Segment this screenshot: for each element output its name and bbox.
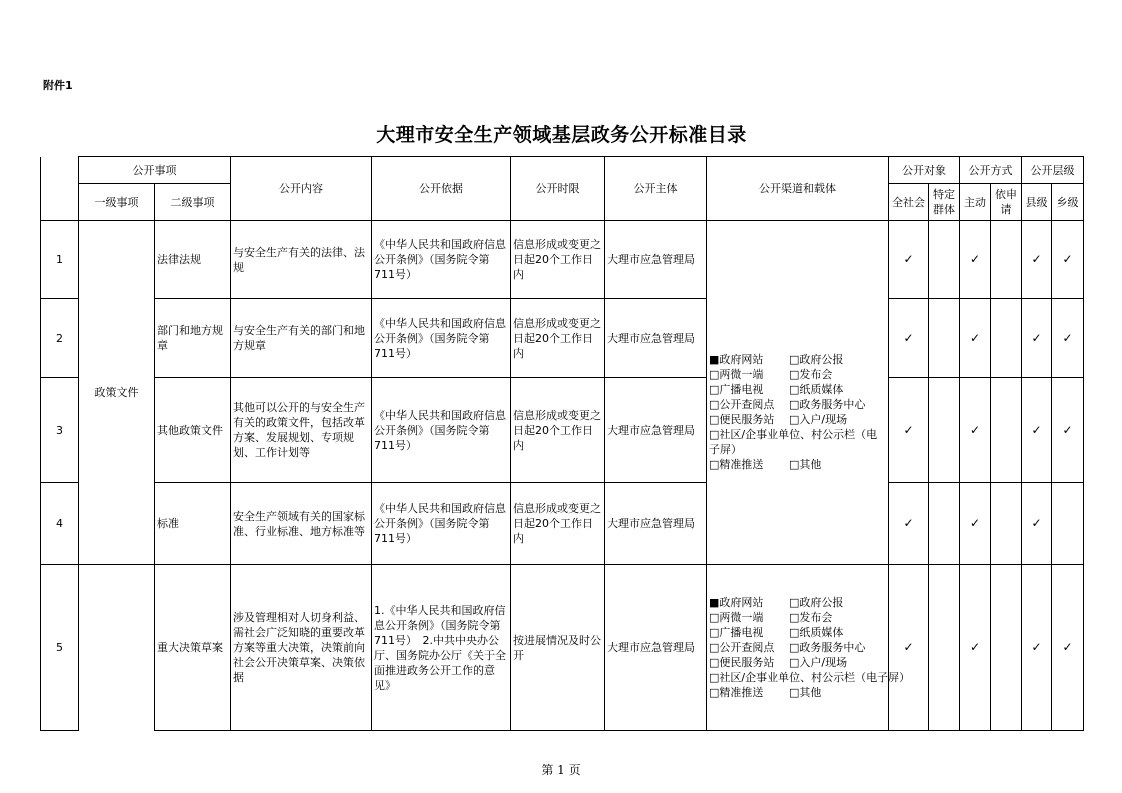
header-whole-society: 全社会 — [889, 184, 929, 221]
row-seq: 3 — [41, 378, 79, 483]
unchecked-box-icon: □ — [789, 397, 800, 411]
unchecked-box-icon: □ — [789, 596, 800, 609]
row-subject: 大理市应急管理局 — [605, 565, 707, 731]
row-content: 涉及管理相对人切身利益、需社会广泛知晓的重要改革方案等重大决策，决策前向社会公开决策草案、决策依据 — [231, 565, 372, 731]
attachment-label: 附件1 — [43, 79, 73, 92]
empty-cell — [929, 565, 960, 731]
table-row — [41, 565, 1084, 731]
unchecked-box-icon: □ — [789, 412, 800, 426]
channel-item: 便民服务站 — [719, 656, 775, 669]
header-specific-group: 特定群体 — [929, 184, 960, 221]
page-suffix: 页 — [568, 763, 581, 777]
table-row — [41, 221, 1084, 299]
unchecked-box-icon: □ — [789, 611, 800, 624]
header-basis: 公开依据 — [372, 157, 511, 221]
channel-item: 入户/现场 — [799, 656, 848, 669]
unchecked-box-icon: □ — [789, 656, 800, 669]
check-icon: ✓ — [1052, 221, 1084, 299]
unchecked-box-icon: □ — [709, 656, 720, 669]
row-time: 信息形成或变更之日起20个工作日内 — [511, 299, 605, 378]
row-level2: 法律法规 — [155, 221, 231, 299]
check-icon: ✓ — [960, 221, 991, 299]
category-continuation — [79, 565, 155, 731]
check-icon: ✓ — [960, 565, 991, 731]
row-content: 与安全生产有关的部门和地方规章 — [231, 299, 372, 378]
category-cell: 政策文件 — [79, 221, 155, 565]
check-icon: ✓ — [1052, 378, 1084, 483]
unchecked-box-icon: □ — [789, 686, 800, 699]
row-time: 信息形成或变更之日起20个工作日内 — [511, 221, 605, 299]
unchecked-box-icon: □ — [789, 367, 800, 381]
channel-item: 社区/企事业单位、村公示栏（电子屏） — [709, 427, 878, 456]
header-object: 公开对象 — [889, 157, 960, 184]
table-row — [41, 299, 1084, 378]
channel-item: 社区/企事业单位、村公示栏（电子屏） — [719, 671, 911, 684]
header-row-1 — [41, 157, 1084, 184]
unchecked-box-icon: □ — [709, 671, 720, 684]
channel-item: 广播电视 — [719, 626, 764, 639]
channel-item: 政府公报 — [799, 352, 844, 366]
check-icon: ✓ — [960, 299, 991, 378]
unchecked-box-icon: □ — [789, 382, 800, 396]
unchecked-box-icon: □ — [709, 382, 720, 396]
channel-item: 其他 — [799, 686, 822, 699]
row-content: 其他可以公开的与安全生产有关的政策文件，包括改革方案、发展规划、专项规划、工作计划等 — [231, 378, 372, 483]
page-value: 1 — [557, 763, 565, 777]
row-time: 信息形成或变更之日起20个工作日内 — [511, 483, 605, 565]
channel-item: 两微一端 — [719, 611, 764, 624]
channel-item: 纸质媒体 — [799, 626, 844, 639]
row-level2: 部门和地方规章 — [155, 299, 231, 378]
check-icon: ✓ — [889, 221, 929, 299]
header-level2: 二级事项 — [155, 184, 231, 221]
check-icon: ✓ — [1022, 299, 1052, 378]
row-subject: 大理市应急管理局 — [605, 299, 707, 378]
check-icon: ✓ — [1022, 378, 1052, 483]
check-icon: ✓ — [889, 565, 929, 731]
row-time: 按进展情况及时公开 — [511, 565, 605, 731]
unchecked-box-icon: □ — [709, 686, 720, 699]
empty-cell — [991, 565, 1022, 731]
unchecked-box-icon: □ — [709, 412, 720, 426]
header-on-request: 依申请 — [991, 184, 1022, 221]
channel-item: 公开查阅点 — [719, 397, 775, 411]
row-level2: 重大决策草案 — [155, 565, 231, 731]
channel-item: 政务服务中心 — [799, 397, 866, 411]
empty-cell — [929, 483, 960, 565]
row-seq: 1 — [41, 221, 79, 299]
check-icon: ✓ — [1022, 221, 1052, 299]
row-level2: 其他政策文件 — [155, 378, 231, 483]
unchecked-box-icon: □ — [789, 457, 800, 471]
check-icon: ✓ — [889, 483, 929, 565]
empty-cell — [929, 221, 960, 299]
check-icon: ✓ — [1022, 565, 1052, 731]
unchecked-box-icon: □ — [709, 641, 720, 654]
row-subject: 大理市应急管理局 — [605, 221, 707, 299]
empty-cell — [929, 299, 960, 378]
row-seq: 2 — [41, 299, 79, 378]
header-township: 乡级 — [1052, 184, 1084, 221]
row-basis: 《中华人民共和国政府信息公开条例》（国务院令第711号） — [372, 221, 511, 299]
header-level1: 一级事项 — [79, 184, 155, 221]
header-method: 公开方式 — [960, 157, 1022, 184]
channel-item: 政府网站 — [719, 596, 764, 609]
empty-cell — [991, 483, 1022, 565]
empty-cell — [1052, 483, 1084, 565]
row-level2: 标准 — [155, 483, 231, 565]
channel-item: 发布会 — [799, 367, 833, 381]
header-time-limit: 公开时限 — [511, 157, 605, 221]
unchecked-box-icon: □ — [709, 397, 720, 411]
header-channel: 公开渠道和载体 — [707, 157, 889, 221]
row-basis: 1.《中华人民共和国政府信息公开条例》（国务院令第711号） 2.中共中央办公厅、国务院办公厅《关于全面推进政务公开工作的意见》 — [372, 565, 511, 731]
row-seq: 5 — [41, 565, 79, 731]
header-content: 公开内容 — [231, 157, 372, 221]
unchecked-box-icon: □ — [789, 352, 800, 366]
check-icon: ✓ — [1052, 565, 1084, 731]
row-time: 信息形成或变更之日起20个工作日内 — [511, 378, 605, 483]
channel-item: 政务服务中心 — [799, 641, 866, 654]
row-seq: 4 — [41, 483, 79, 565]
channel-item: 广播电视 — [719, 382, 764, 396]
table-row — [41, 483, 1084, 565]
checked-box-icon: ■ — [709, 596, 720, 609]
check-icon: ✓ — [960, 483, 991, 565]
empty-cell — [929, 378, 960, 483]
channel-list — [707, 565, 911, 731]
check-icon: ✓ — [889, 299, 929, 378]
page-prefix: 第 — [541, 763, 554, 777]
row-basis: 《中华人民共和国政府信息公开条例》（国务院令第711号） — [372, 378, 511, 483]
unchecked-box-icon: □ — [709, 367, 720, 381]
channel-item: 便民服务站 — [719, 412, 775, 426]
header-county: 县级 — [1022, 184, 1052, 221]
row-basis: 《中华人民共和国政府信息公开条例》（国务院令第711号） — [372, 483, 511, 565]
checked-box-icon: ■ — [709, 352, 720, 366]
check-icon: ✓ — [1052, 299, 1084, 378]
channel-item: 入户/现场 — [799, 412, 848, 426]
channel-list — [707, 221, 889, 565]
channel-item: 纸质媒体 — [799, 382, 844, 396]
channel-item: 发布会 — [799, 611, 833, 624]
catalog-table — [40, 156, 1084, 731]
header-subject: 公开主体 — [605, 157, 707, 221]
channel-item: 精准推送 — [719, 686, 764, 699]
header-public-matters: 公开事项 — [79, 157, 231, 184]
table-row — [41, 378, 1084, 483]
channel-item: 政府公报 — [799, 596, 844, 609]
channel-item: 公开查阅点 — [719, 641, 775, 654]
channel-item: 精准推送 — [719, 457, 764, 471]
unchecked-box-icon: □ — [709, 626, 720, 639]
row-content: 与安全生产有关的法律、法规 — [231, 221, 372, 299]
row-subject: 大理市应急管理局 — [605, 378, 707, 483]
header-seq-top — [41, 157, 79, 221]
empty-cell — [991, 221, 1022, 299]
check-icon: ✓ — [889, 378, 929, 483]
unchecked-box-icon: □ — [709, 427, 720, 441]
unchecked-box-icon: □ — [709, 457, 720, 471]
page-number — [0, 761, 1122, 778]
unchecked-box-icon: □ — [709, 611, 720, 624]
unchecked-box-icon: □ — [789, 626, 800, 639]
unchecked-box-icon: □ — [789, 641, 800, 654]
check-icon: ✓ — [1022, 483, 1052, 565]
empty-cell — [991, 299, 1022, 378]
header-level: 公开层级 — [1022, 157, 1084, 184]
row-basis: 《中华人民共和国政府信息公开条例》（国务院令第711号） — [372, 299, 511, 378]
empty-cell — [991, 378, 1022, 483]
document-title: 大理市安全生产领域基层政务公开标准目录 — [376, 124, 747, 146]
channel-item: 其他 — [799, 457, 822, 471]
check-icon: ✓ — [960, 378, 991, 483]
channel-item: 两微一端 — [719, 367, 764, 381]
row-subject: 大理市应急管理局 — [605, 483, 707, 565]
header-active: 主动 — [960, 184, 991, 221]
row-content: 安全生产领域有关的国家标准、行业标准、地方标准等 — [231, 483, 372, 565]
channel-item: 政府网站 — [719, 352, 764, 366]
